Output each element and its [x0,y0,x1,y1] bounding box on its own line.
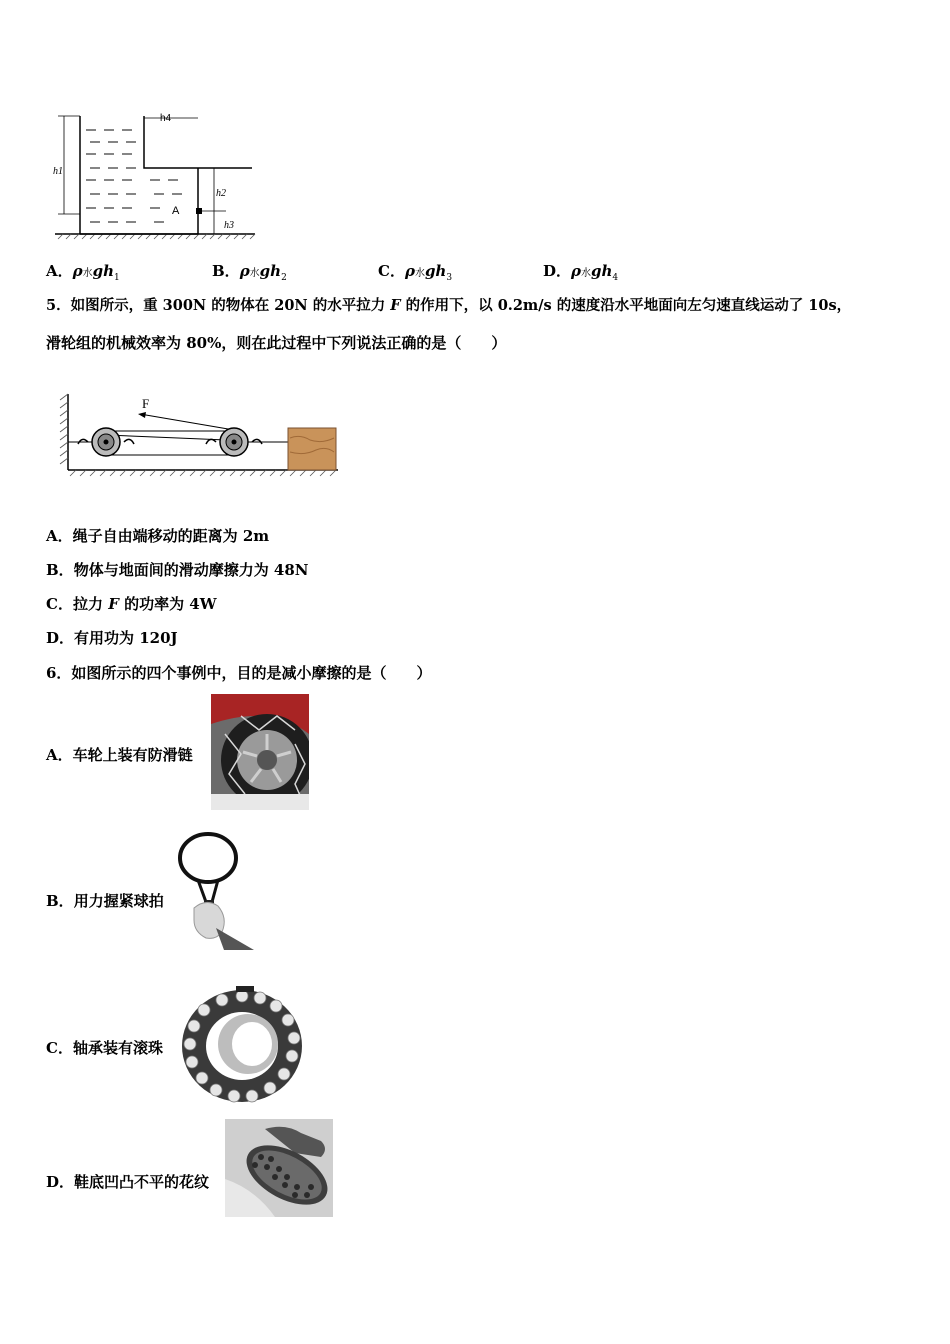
q5-option-d[interactable]: D．有用功为 120J [46,629,178,647]
label-h2: h2 [216,188,226,199]
label-h3: h3 [224,220,234,231]
q4-option-c[interactable]: C．ρ水$gh_3$ [378,262,453,283]
force-f-label: F [142,396,150,411]
q6-stem: 6．如图所示的四个事例中，目的是减小摩擦的是（ ） [46,664,432,682]
q4-option-a[interactable]: A．ρ水$gh_1$ [46,262,120,283]
shoe-sole-image [225,1119,333,1217]
snow-chain-tire-image [211,694,309,810]
q5-option-c[interactable]: C．拉力 F 的功率为 4W [46,595,217,613]
ball-bearing-image [176,986,304,1106]
q6-option-c[interactable]: C．轴承装有滚珠 [46,1039,163,1057]
q6-option-b[interactable]: B．用力握紧球拍 [46,892,164,910]
q4-option-b[interactable]: B．ρ水$gh_2$ [212,262,287,283]
q6-option-d[interactable]: D．鞋底凹凸不平的花纹 [46,1173,210,1191]
tennis-racket-image [176,828,254,950]
label-point-a: A [172,205,180,217]
label-h1: h1 [53,166,63,177]
q5-stem-line2: 滑轮组的机械效率为 80%，则在此过程中下列说法正确的是（ ） [46,334,507,352]
q6-option-a[interactable]: A．车轮上装有防滑链 [46,746,193,764]
q5-option-a[interactable]: A．绳子自由端移动的距离为 2m [46,527,270,545]
q5-option-b[interactable]: B．物体与地面间的滑动摩擦力为 48N [46,561,309,579]
water-container-diagram [50,110,260,240]
label-h4: h4 [160,113,172,124]
q5-stem-line1: 5．如图所示，重 300N 的物体在 20N 的水平拉力 F 的作用下，以 0.2m/s 的速度沿水平地面向左匀速直线运动了 10s， [46,297,852,314]
q4-option-d[interactable]: D．ρ水$gh_4$ [543,262,619,283]
pulley-diagram [58,390,343,482]
